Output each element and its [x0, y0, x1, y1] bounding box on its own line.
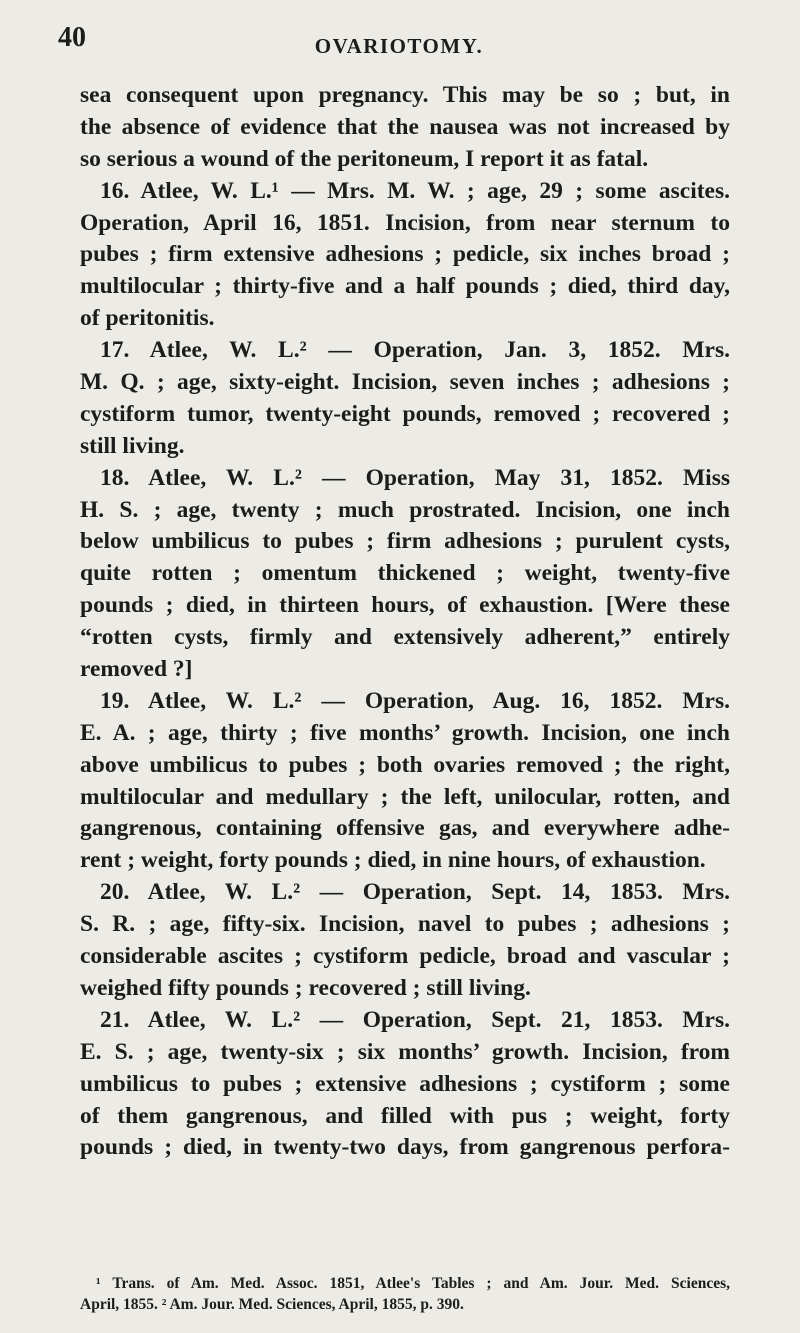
text-line: umbilicus to pubes ; extensive adhesions ; cystiform ; some	[80, 1070, 730, 1097]
footnote-line: April, 1855. ² Am. Jour. Med. Sciences, April, 1855, p. 390.	[80, 1296, 464, 1313]
text-line: of them gangrenous, and filled with pus ; weight, forty	[80, 1102, 730, 1129]
text-line: multilocular and medullary ; the left, unilocular, rotten, and	[80, 783, 730, 810]
text-line: so serious a wound of the peritoneum, I report it as fatal.	[80, 145, 649, 172]
text-line: of peritonitis.	[80, 305, 215, 332]
text-line: removed ?]	[80, 656, 193, 683]
case-18-first-line: 18. Atlee, W. L.² — Operation, May 31, 1852. Miss	[100, 464, 730, 491]
case-16-first-line: 16. Atlee, W. L.¹ — Mrs. M. W. ; age, 29 ; some ascites.	[100, 177, 730, 204]
text-line: cystiform tumor, twenty-eight pounds, removed ; recovered ;	[80, 400, 730, 427]
footnotes	[80, 1273, 730, 1315]
text-line: the absence of evidence that the nausea was not increased by	[80, 113, 730, 140]
case-19-first-line: 19. Atlee, W. L.² — Operation, Aug. 16, 1852. Mrs.	[100, 687, 730, 714]
text-line: E. S. ; age, twenty-six ; six months’ growth. Incision, from	[80, 1038, 730, 1065]
text-line: E. A. ; age, thirty ; five months’ growth. Incision, one inch	[80, 719, 730, 746]
page-number: 40	[58, 22, 86, 53]
case-21-first-line: 21. Atlee, W. L.² — Operation, Sept. 21, 1853. Mrs.	[100, 1006, 730, 1033]
text-line: pubes ; firm extensive adhesions ; pedicle, six inches broad ;	[80, 241, 730, 268]
text-line: pounds ; died, in thirteen hours, of exhaustion. [Were these	[80, 592, 730, 619]
page-header	[58, 22, 740, 62]
text-line: considerable ascites ; cystiform pedicle, broad and vascular ;	[80, 943, 730, 970]
text-line: gangrenous, containing offensive gas, and everywhere adhe-	[80, 815, 730, 842]
text-line: “rotten cysts, firmly and extensively adherent,” entirely	[80, 624, 730, 651]
case-17-first-line: 17. Atlee, W. L.² — Operation, Jan. 3, 1852. Mrs.	[100, 337, 730, 364]
text-line: weighed fifty pounds ; recovered ; still living.	[80, 974, 531, 1001]
text-line: above umbilicus to pubes ; both ovaries removed ; the right,	[80, 751, 730, 778]
footnote-line: ¹ Trans. of Am. Med. Assoc. 1851, Atlee's Tables ; and Am. Jour. Med. Sciences,	[96, 1275, 730, 1292]
text-line: multilocular ; thirty-five and a half pounds ; died, third day,	[80, 273, 730, 300]
text-line: pounds ; died, in twenty-two days, from gangrenous perfora-	[80, 1134, 730, 1161]
running-head: OVARIOTOMY.	[314, 34, 484, 58]
text-line: still living.	[80, 432, 185, 459]
case-20-first-line: 20. Atlee, W. L.² — Operation, Sept. 14, 1853. Mrs.	[100, 879, 730, 906]
body-text	[80, 80, 730, 1164]
text-line: rent ; weight, forty pounds ; died, in nine hours, of exhaustion.	[80, 847, 706, 874]
text-line: H. S. ; age, twenty ; much prostrated. Incision, one inch	[80, 496, 730, 523]
text-line: Operation, April 16, 1851. Incision, from near sternum to	[80, 209, 730, 236]
text-line: M. Q. ; age, sixty-eight. Incision, seven inches ; adhesions ;	[80, 369, 730, 396]
text-line: quite rotten ; omentum thickened ; weight, twenty-five	[80, 560, 730, 587]
text-line: S. R. ; age, fifty-six. Incision, navel to pubes ; adhesions ;	[80, 911, 730, 938]
text-line: below umbilicus to pubes ; firm adhesions ; purulent cysts,	[80, 528, 730, 555]
text-line: sea consequent upon pregnancy. This may be so ; but, in	[80, 82, 730, 108]
